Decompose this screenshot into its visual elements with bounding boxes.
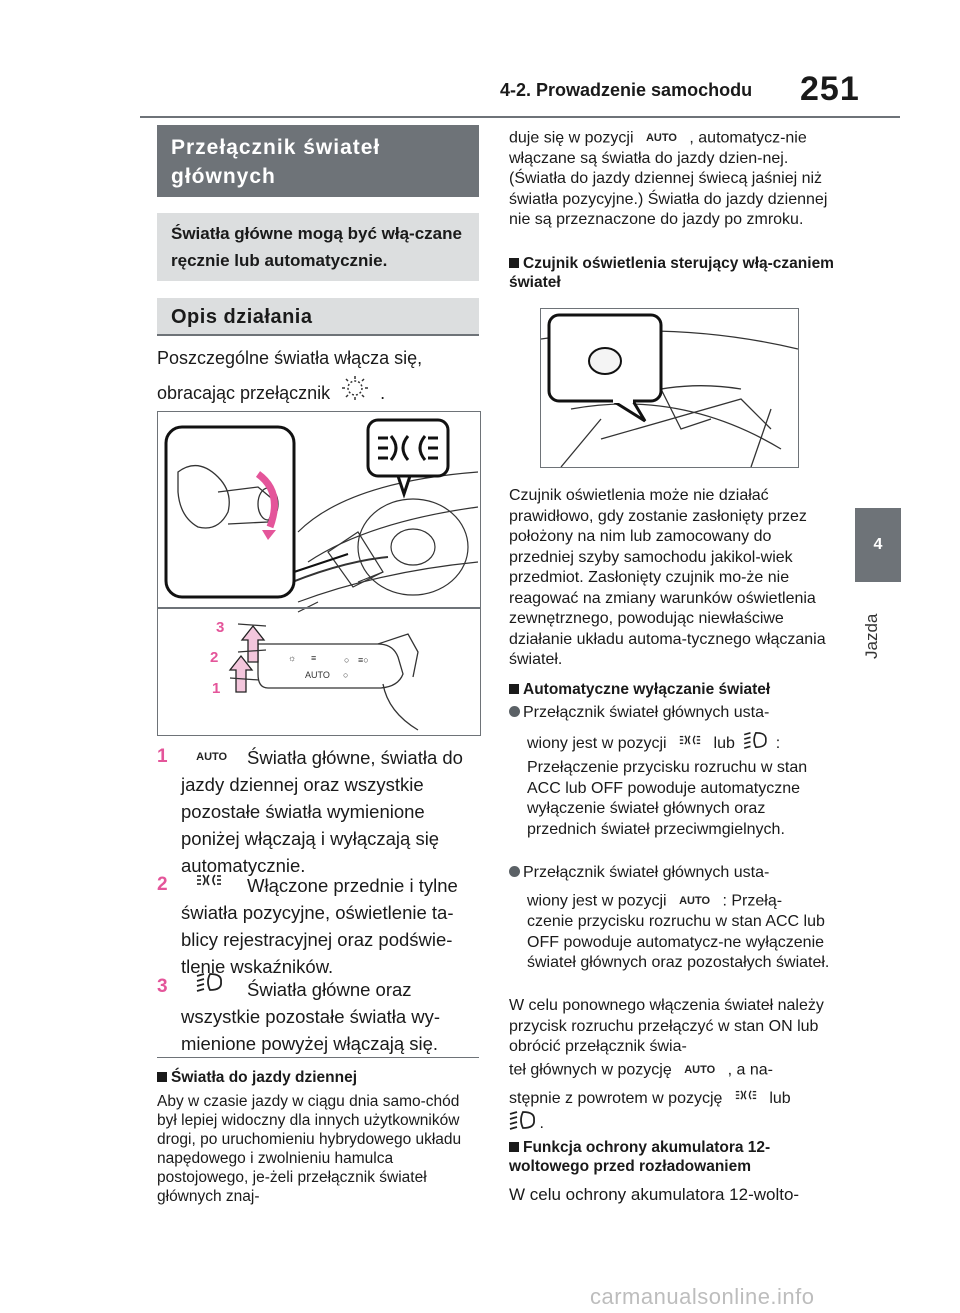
svg-text:○: ○ (344, 655, 350, 665)
auto-off-heading: Automatyczne wyłączanie świateł (509, 680, 834, 699)
square-bullet-icon (509, 258, 519, 268)
auto-icon: AUTO (645, 132, 677, 144)
chapter-label: Jazda (862, 613, 881, 659)
figure-label-1: 1 (212, 680, 221, 697)
reenable-text: W celu ponownego włączenia świateł należy przycisk rozruchu przełączyć w stan ON lub obrócić przełącznik świa- (509, 997, 824, 1055)
list-text: Włączone przednie i tylne światła pozycyjne, oświetlenie ta-blicy rejestracyjnej oraz podświe-tlenie wskaźników. (181, 874, 458, 977)
figure-label-2: 2 (210, 649, 219, 666)
side-lights-icon (735, 1088, 757, 1110)
auto-icon: AUTO (196, 750, 228, 763)
chapter-tab[interactable] (855, 508, 901, 582)
subsection-rule (157, 1057, 479, 1058)
intro-end: . (380, 382, 386, 403)
heading-headlight-switch: Przełącznik świateł głównych (157, 125, 479, 197)
list-item (157, 742, 482, 879)
header-rule (140, 116, 900, 118)
headlight-icon (509, 1110, 535, 1138)
bullet-line: wiony jest w pozycji AUTO : Przełą- (509, 891, 834, 912)
intro-line-2 (157, 376, 479, 412)
headlight-icon (196, 972, 222, 1003)
light-switch-icon (335, 376, 375, 412)
intro-text: obracając przełącznik (157, 382, 331, 403)
square-bullet-icon (509, 684, 519, 694)
bullet-line: wiony jest w pozycji lub : (509, 731, 834, 757)
bullet-item: Przełącznik świateł głównych usta- (509, 863, 834, 884)
side-lights-icon (679, 733, 701, 755)
chapter-number: 4 (873, 536, 883, 553)
list-item (157, 972, 482, 1057)
reenable-line: . (509, 1110, 834, 1138)
page-number: 251 (800, 70, 860, 108)
round-bullet-icon (509, 706, 520, 717)
intro-line-1: Poszczególne światła włącza się, (157, 348, 423, 368)
battery-text: W celu ochrony akumulatora 12-wolto- (509, 1185, 800, 1204)
sensor-text: Czujnik oświetlenia może nie działać prawidłowo, gdy zostanie zasłonięty przez położony na nim lub zamocowany do przedniej szyby samochodu jakikol-wiek przedmiot. Zasłonięty czujnik mo-że nie reagować na zmiany warunków oświetlenia zewnętrznego, powodując niewłaściwe działanie układu automa-tycznego włączania świateł. (509, 487, 826, 668)
list-number: 2 (157, 874, 168, 895)
list-item (157, 870, 482, 980)
watermark: carmanualsonline.info (590, 1284, 815, 1309)
square-bullet-icon (509, 1142, 519, 1152)
sensor-illustration (540, 308, 799, 468)
battery-heading: Funkcja ochrony akumulatora 12-woltowego przed rozładowaniem (509, 1139, 771, 1175)
list-number: 3 (157, 976, 168, 998)
section-title: 4-2. Prowadzenie samochodu (500, 80, 753, 100)
headlight-icon (743, 731, 767, 757)
list-text: Światła główne oraz wszystkie pozostałe światła wy-mienione powyżej włączają się. (181, 979, 441, 1054)
svg-text:☼: ☼ (288, 653, 297, 663)
bullet-item: Przełącznik świateł głównych usta- (509, 703, 834, 724)
sensor-heading: Czujnik oświetlenia sterujący włą-czaniem świateł (509, 255, 834, 291)
figure-label-3: 3 (216, 619, 225, 636)
drl-heading: Światła do jazdy dziennej (157, 1068, 479, 1087)
bullet-text: Przełączenie przycisku rozruchu w stan ACC lub OFF powoduje automatyczne wyłączenie świateł głównych oraz przednich świateł przeciwmgielnych. (527, 759, 808, 838)
square-bullet-icon (157, 1072, 167, 1082)
list-text: Światła główne, światła do jazdy dziennej oraz wszystkie pozostałe światła wymienione poniżej włączają i wyłączają się automatycznie. (181, 746, 463, 876)
auto-icon: AUTO (679, 895, 711, 907)
side-lights-icon (196, 872, 222, 899)
heading-operation: Opis działania (157, 298, 479, 336)
svg-text:AUTO: AUTO (305, 670, 330, 680)
summary-box: Światła główne mogą być włą-czane ręcznie lub automatycznie. (157, 213, 479, 281)
reenable-line: teł głównych w pozycję AUTO , a na- (509, 1060, 834, 1081)
switch-illustration (157, 411, 481, 736)
round-bullet-icon (509, 866, 520, 877)
bullet-text: czenie przycisku rozruchu w stan ACC lub OFF powoduje automatycz-ne wyłączenie świateł głównych oraz pozostałych świateł. (527, 913, 830, 971)
svg-text:≡: ≡ (311, 653, 317, 663)
svg-text:○: ○ (343, 670, 349, 680)
drl-continued: duje się w pozycji AUTO , automatycz-nie włączane są światła do jazdy dzien-nej. (Światła do jazdy dziennej świecą jaśniej niż światła pozycyjne.) Światła do jazdy dziennej nie są przeznaczone do jazdy po zmroku. (509, 129, 828, 229)
auto-icon: AUTO (684, 1064, 716, 1076)
reenable-line: stępnie z powrotem w pozycję lub (509, 1088, 834, 1110)
list-number: 1 (157, 746, 168, 767)
drl-text: Aby w czasie jazdy w ciągu dnia samo-chód był lepiej widoczny dla innych użytkowników drogi, po uruchomieniu hybrydowego układu napędowego i zwolnieniu hamulca postojowego, je-żeli przełącznik świateł głównych znaj- (157, 1093, 462, 1205)
svg-text:≡○: ≡○ (358, 655, 369, 665)
